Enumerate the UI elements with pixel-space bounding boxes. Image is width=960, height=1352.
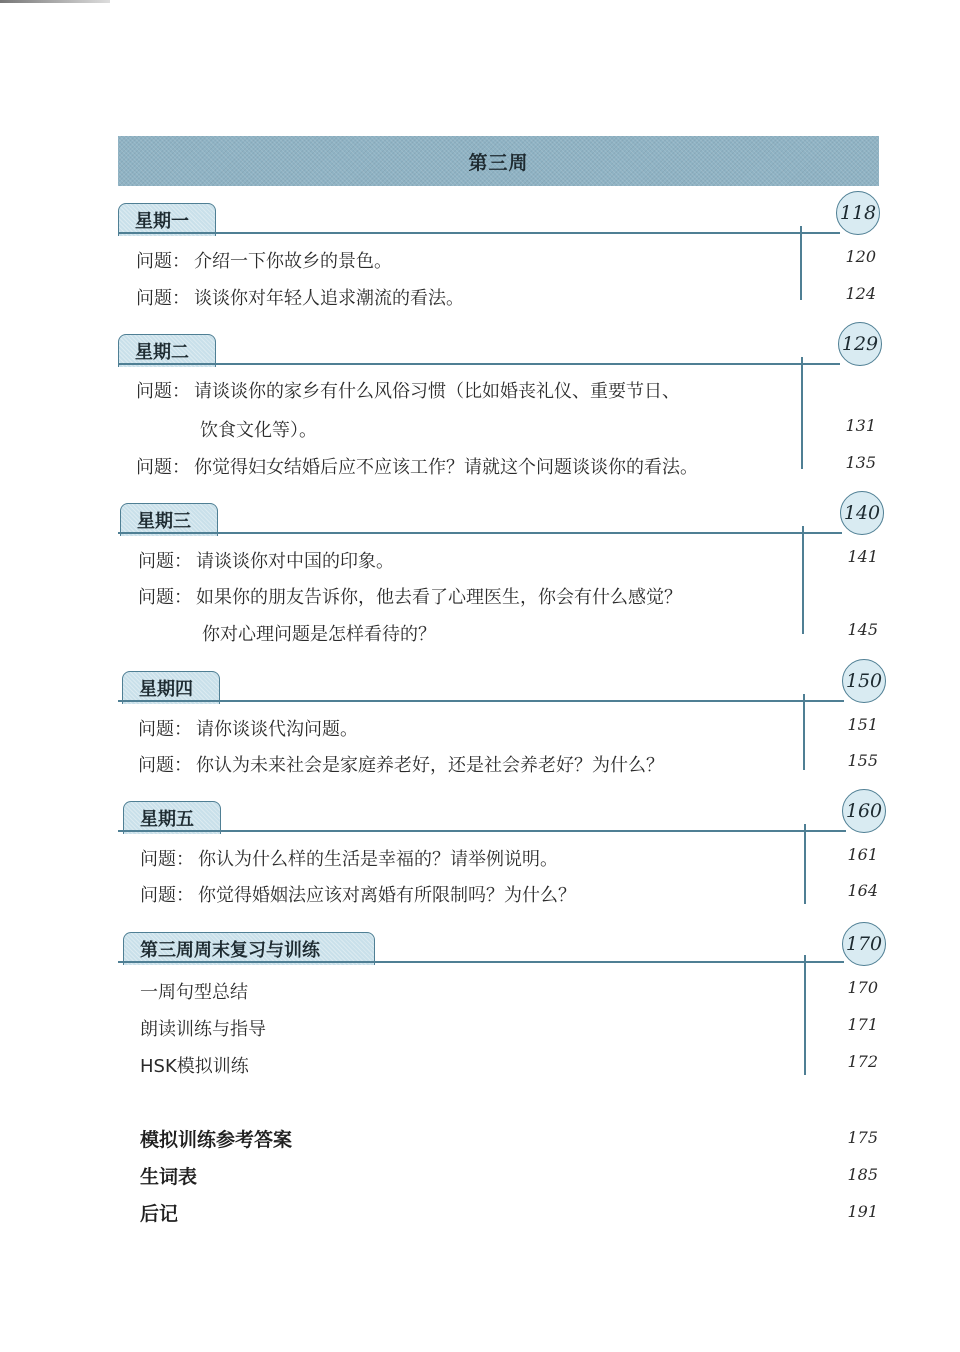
entry-text: 一周句型总结: [140, 982, 248, 1003]
entry-page[interactable]: 170: [847, 978, 878, 997]
back-matter-page[interactable]: 191: [847, 1202, 878, 1221]
entry-page[interactable]: 171: [847, 1015, 878, 1034]
page-edge: [0, 0, 110, 3]
entry-text: 饮食文化等）。: [200, 420, 317, 441]
toc-entry[interactable]: [140, 978, 248, 1004]
toc-entry[interactable]: [138, 715, 358, 741]
section-tuesday: [118, 333, 888, 478]
entry-text: 如果你的朋友告诉你，他去看了心理医生，你会有什么感觉？: [196, 587, 682, 608]
section-start-page[interactable]: 150: [842, 659, 886, 703]
section-tab[interactable]: 星期一: [118, 203, 216, 236]
section-weekend-review: [118, 932, 888, 1082]
toc-entry[interactable]: [136, 377, 680, 403]
section-tab[interactable]: 星期三: [120, 503, 218, 536]
section-vertical-rule: [800, 226, 802, 300]
section-start-page[interactable]: 140: [840, 491, 884, 535]
toc-entry[interactable]: [136, 247, 392, 273]
entry-page[interactable]: 131: [845, 416, 876, 435]
toc-entry-continuation[interactable]: [202, 620, 436, 646]
week-title: 第三周: [468, 151, 529, 174]
entry-text: 请谈谈你对中国的印象。: [196, 551, 394, 572]
entry-page[interactable]: 151: [847, 715, 878, 734]
toc-entry[interactable]: [140, 1015, 266, 1041]
toc-entry[interactable]: [138, 547, 394, 573]
toc-entry[interactable]: [140, 1052, 249, 1078]
section-vertical-rule: [804, 955, 806, 1075]
entry-label: 问题：: [138, 551, 192, 572]
section-tab[interactable]: 星期四: [122, 671, 220, 704]
entry-text: 你觉得妇女结婚后应不应该工作？请就这个问题谈谈你的看法。: [194, 457, 698, 478]
entry-page[interactable]: 145: [847, 620, 878, 639]
toc-entry[interactable]: [140, 845, 558, 871]
entry-text: 请谈谈你的家乡有什么风俗习惯（比如婚丧礼仪、重要节日、: [194, 381, 680, 402]
entry-label: 问题：: [136, 288, 190, 309]
entry-text: 你认为什么样的生活是幸福的？请举例说明。: [198, 849, 558, 870]
toc-entry-continuation[interactable]: [200, 416, 317, 442]
section-vertical-rule: [802, 526, 804, 634]
entry-page[interactable]: 172: [847, 1052, 878, 1071]
entry-text: HSK模拟训练: [140, 1056, 249, 1077]
toc-entry[interactable]: [138, 751, 664, 777]
entry-text: 介绍一下你故乡的景色。: [194, 251, 392, 272]
entry-page[interactable]: 141: [847, 547, 878, 566]
back-matter-page[interactable]: 185: [847, 1165, 878, 1184]
section-tab[interactable]: 星期五: [123, 801, 221, 834]
toc-entry[interactable]: [136, 453, 698, 479]
section-wednesday: [118, 503, 888, 643]
section-divider: [118, 700, 844, 702]
entry-label: 问题：: [136, 381, 190, 402]
entry-label: 问题：: [140, 885, 194, 906]
section-start-page[interactable]: 170: [842, 922, 886, 966]
section-thursday: [118, 671, 888, 776]
section-divider: [118, 232, 840, 234]
entry-text: 你觉得婚姻法应该对离婚有所限制吗？为什么？: [198, 885, 576, 906]
back-matter-page[interactable]: 175: [847, 1128, 878, 1147]
entry-page[interactable]: 135: [845, 453, 876, 472]
entry-label: 问题：: [138, 587, 192, 608]
section-monday: [118, 202, 888, 309]
back-matter-glossary[interactable]: 生词表: [140, 1166, 198, 1188]
section-start-page[interactable]: 129: [838, 322, 882, 366]
entry-label: 问题：: [136, 457, 190, 478]
entry-text: 你对心理问题是怎样看待的？: [202, 624, 436, 645]
section-vertical-rule: [801, 357, 803, 469]
entry-text: 朗读训练与指导: [140, 1019, 266, 1040]
entry-page[interactable]: 164: [847, 881, 878, 900]
section-friday: [118, 801, 888, 906]
back-matter-answers[interactable]: 模拟训练参考答案: [140, 1129, 293, 1151]
section-divider: [118, 363, 840, 365]
section-divider: [118, 532, 842, 534]
entry-text: 谈谈你对年轻人追求潮流的看法。: [194, 288, 464, 309]
section-start-page[interactable]: 118: [836, 191, 880, 235]
entry-page[interactable]: 161: [847, 845, 878, 864]
section-vertical-rule: [803, 694, 805, 770]
section-tab[interactable]: 星期二: [118, 334, 216, 367]
entry-label: 问题：: [136, 251, 190, 272]
entry-text: 请你谈谈代沟问题。: [196, 719, 358, 740]
section-start-page[interactable]: 160: [842, 789, 886, 833]
toc-entry[interactable]: [140, 881, 576, 907]
toc-entry[interactable]: [136, 284, 464, 310]
entry-label: 问题：: [140, 849, 194, 870]
entry-label: 问题：: [138, 719, 192, 740]
section-tab[interactable]: 第三周周末复习与训练: [123, 932, 375, 965]
entry-label: 问题：: [138, 755, 192, 776]
entry-page[interactable]: 155: [847, 751, 878, 770]
toc-entry[interactable]: [138, 583, 682, 609]
entry-page[interactable]: 120: [845, 247, 876, 266]
entry-text: 你认为未来社会是家庭养老好，还是社会养老好？为什么？: [196, 755, 664, 776]
week-header-bar: [118, 136, 879, 186]
section-vertical-rule: [804, 824, 806, 904]
back-matter-afterword[interactable]: 后记: [140, 1203, 179, 1225]
section-divider: [118, 961, 844, 963]
entry-page[interactable]: 124: [845, 284, 876, 303]
section-divider: [118, 830, 846, 832]
